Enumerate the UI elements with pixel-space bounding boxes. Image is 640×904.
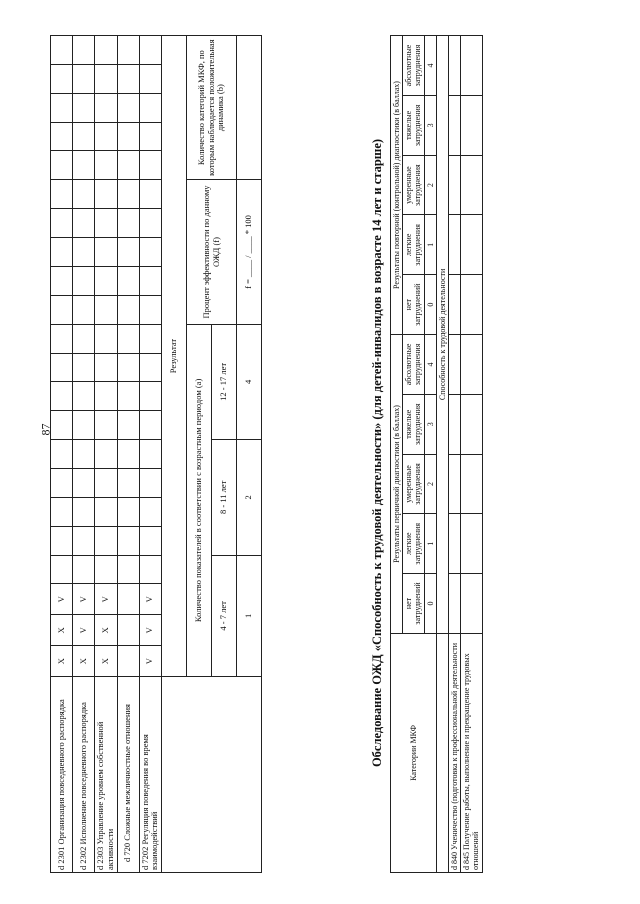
empty-cell bbox=[51, 209, 73, 238]
score-label: нет затруднений bbox=[403, 574, 424, 634]
empty-cell bbox=[139, 93, 162, 122]
empty-cell bbox=[117, 411, 139, 440]
empty-cell bbox=[117, 497, 139, 526]
empty-cell bbox=[117, 238, 139, 267]
empty-cell bbox=[117, 526, 139, 555]
empty-cell bbox=[51, 468, 73, 497]
empty-cell bbox=[73, 295, 95, 324]
col-a-header: Количество показателей в соответствии с возрастным периодом (а) bbox=[187, 324, 212, 677]
empty-cell bbox=[139, 555, 162, 584]
empty-cell bbox=[51, 151, 73, 180]
empty-cell bbox=[51, 295, 73, 324]
score-value: 2 bbox=[424, 155, 436, 215]
row-label: d 720 Сложные межличностные отношения bbox=[117, 677, 139, 873]
table-row bbox=[448, 36, 460, 873]
category-header: Категории МКФ bbox=[391, 633, 437, 872]
mark-cell: X bbox=[95, 615, 118, 646]
mark-cell: V bbox=[139, 584, 162, 615]
empty-cell bbox=[51, 93, 73, 122]
empty-cell bbox=[95, 324, 118, 353]
mark-cell: X bbox=[95, 646, 118, 677]
score-value: 4 bbox=[424, 36, 436, 96]
empty-cell bbox=[95, 468, 118, 497]
table-row bbox=[139, 36, 162, 873]
blank-cell bbox=[162, 677, 262, 873]
age-group: 4 - 7 лет bbox=[212, 555, 237, 677]
empty-cell bbox=[448, 454, 460, 514]
blank-cell bbox=[237, 36, 262, 180]
mark-cell bbox=[117, 584, 139, 615]
empty-cell bbox=[117, 353, 139, 382]
score-value: 0 bbox=[424, 574, 436, 634]
empty-cell bbox=[95, 122, 118, 151]
score-label: абсолютные затруднения bbox=[403, 36, 424, 96]
empty-cell bbox=[117, 180, 139, 209]
row-label: d 2302 Исполнение повседневного распорядка bbox=[73, 677, 95, 873]
empty-cell bbox=[51, 526, 73, 555]
score-value: 1 bbox=[424, 514, 436, 574]
formula: f = ____ / ____ * 100 bbox=[237, 180, 262, 324]
empty-cell bbox=[117, 36, 139, 65]
empty-cell bbox=[139, 382, 162, 411]
empty-cell bbox=[448, 514, 460, 574]
empty-cell bbox=[73, 324, 95, 353]
empty-cell bbox=[51, 382, 73, 411]
empty-cell bbox=[448, 95, 460, 155]
category-label: d 840 Ученичество (подготовка к профессиональной деятельности bbox=[448, 633, 460, 872]
empty-cell bbox=[51, 266, 73, 295]
empty-cell bbox=[448, 275, 460, 335]
empty-cell bbox=[117, 64, 139, 93]
empty-cell bbox=[139, 238, 162, 267]
empty-cell bbox=[51, 122, 73, 151]
empty-cell bbox=[448, 394, 460, 454]
age-group: 8 - 11 лет bbox=[212, 440, 237, 555]
score-label: умеренные затруднения bbox=[403, 454, 424, 514]
page-number: 87 bbox=[38, 423, 53, 436]
score-label: нет затруднений bbox=[403, 275, 424, 335]
empty-cell bbox=[117, 209, 139, 238]
empty-cell bbox=[95, 497, 118, 526]
empty-cell bbox=[95, 209, 118, 238]
primary-header: Результаты первичной диагностики (в баллах) bbox=[391, 335, 403, 634]
empty-cell bbox=[139, 353, 162, 382]
empty-cell bbox=[461, 394, 482, 454]
score-value: 1 bbox=[424, 215, 436, 275]
empty-cell bbox=[73, 122, 95, 151]
empty-cell bbox=[73, 93, 95, 122]
col-b-header: Количество категорий МКФ, по которым наблюдается положительная динамика (b) bbox=[187, 36, 237, 180]
empty-cell bbox=[95, 440, 118, 469]
table-row bbox=[461, 36, 482, 873]
empty-cell bbox=[139, 497, 162, 526]
empty-cell bbox=[73, 468, 95, 497]
empty-cell bbox=[95, 266, 118, 295]
empty-cell bbox=[139, 324, 162, 353]
empty-cell bbox=[448, 155, 460, 215]
empty-cell bbox=[51, 64, 73, 93]
empty-cell bbox=[448, 574, 460, 634]
empty-cell bbox=[461, 335, 482, 395]
empty-cell bbox=[117, 295, 139, 324]
empty-cell bbox=[95, 295, 118, 324]
empty-cell bbox=[73, 440, 95, 469]
age-group: 12 - 17 лет bbox=[212, 324, 237, 439]
empty-cell bbox=[117, 440, 139, 469]
result-title: Результат bbox=[162, 36, 187, 677]
repeat-header: Результаты повторной (контрольной) диагностики (в баллах) bbox=[391, 36, 403, 335]
empty-cell bbox=[139, 411, 162, 440]
empty-cell bbox=[139, 266, 162, 295]
score-label: тяжелые затруднения bbox=[403, 95, 424, 155]
table-row bbox=[51, 36, 73, 873]
empty-cell bbox=[51, 180, 73, 209]
empty-cell bbox=[461, 574, 482, 634]
mark-cell: V bbox=[95, 584, 118, 615]
empty-cell bbox=[73, 209, 95, 238]
empty-cell bbox=[139, 440, 162, 469]
empty-cell bbox=[139, 151, 162, 180]
empty-cell bbox=[73, 266, 95, 295]
empty-cell bbox=[139, 36, 162, 65]
empty-cell bbox=[95, 382, 118, 411]
empty-cell bbox=[73, 497, 95, 526]
mark-cell: V bbox=[73, 615, 95, 646]
empty-cell bbox=[139, 526, 162, 555]
empty-cell bbox=[139, 295, 162, 324]
mark-cell: V bbox=[139, 646, 162, 677]
mark-cell: V bbox=[73, 584, 95, 615]
empty-cell bbox=[73, 36, 95, 65]
ojd-table-top bbox=[50, 35, 262, 873]
empty-cell bbox=[448, 215, 460, 275]
empty-cell bbox=[139, 209, 162, 238]
empty-cell bbox=[73, 238, 95, 267]
empty-cell bbox=[73, 526, 95, 555]
row-label: d 2303 Управление уровнем собственной активности bbox=[95, 677, 118, 873]
mark-cell: V bbox=[51, 584, 73, 615]
empty-cell bbox=[95, 93, 118, 122]
empty-cell bbox=[51, 411, 73, 440]
empty-cell bbox=[73, 151, 95, 180]
col-number: 1 bbox=[237, 555, 262, 677]
rotated-content bbox=[50, 33, 590, 873]
table-row bbox=[95, 36, 118, 873]
mark-cell bbox=[117, 615, 139, 646]
empty-cell bbox=[448, 335, 460, 395]
empty-cell bbox=[51, 440, 73, 469]
empty-cell bbox=[95, 151, 118, 180]
score-label: умеренные затруднения bbox=[403, 155, 424, 215]
empty-cell bbox=[95, 526, 118, 555]
empty-cell bbox=[51, 238, 73, 267]
empty-cell bbox=[461, 454, 482, 514]
work-ability-table bbox=[390, 35, 483, 873]
score-value: 3 bbox=[424, 95, 436, 155]
score-label: тяжелые затруднения bbox=[403, 394, 424, 454]
empty-cell bbox=[117, 555, 139, 584]
score-value: 4 bbox=[424, 335, 436, 395]
empty-cell bbox=[95, 353, 118, 382]
row-label: d 7202 Регуляция поведения во время взаимодействий bbox=[139, 677, 162, 873]
col-number: 4 bbox=[237, 324, 262, 439]
empty-cell bbox=[95, 36, 118, 65]
empty-cell bbox=[73, 64, 95, 93]
empty-cell bbox=[95, 411, 118, 440]
mark-cell bbox=[117, 646, 139, 677]
empty-cell bbox=[139, 122, 162, 151]
empty-cell bbox=[117, 151, 139, 180]
section-title: Обследование ОЖД «Способность к трудовой деятельности» (для детей-инвалидов в возрасте 14 лет и старше) bbox=[370, 138, 384, 768]
col-f-header: Процент эффективности по данному ОЖД (f) bbox=[187, 180, 237, 324]
mark-cell: X bbox=[73, 646, 95, 677]
empty-cell bbox=[51, 353, 73, 382]
empty-cell bbox=[95, 555, 118, 584]
empty-cell bbox=[117, 468, 139, 497]
empty-cell bbox=[448, 36, 460, 96]
score-value: 3 bbox=[424, 394, 436, 454]
empty-cell bbox=[95, 180, 118, 209]
empty-cell bbox=[117, 122, 139, 151]
empty-cell bbox=[73, 555, 95, 584]
empty-cell bbox=[95, 238, 118, 267]
table-row bbox=[73, 36, 95, 873]
row-label: d 2301 Организация повседневного распорядка bbox=[51, 677, 73, 873]
score-value: 2 bbox=[424, 454, 436, 514]
empty-cell bbox=[51, 555, 73, 584]
mark-cell: V bbox=[139, 615, 162, 646]
empty-cell bbox=[139, 64, 162, 93]
empty-cell bbox=[117, 266, 139, 295]
empty-cell bbox=[117, 324, 139, 353]
empty-cell bbox=[461, 514, 482, 574]
empty-cell bbox=[73, 411, 95, 440]
empty-cell bbox=[95, 64, 118, 93]
empty-cell bbox=[51, 497, 73, 526]
category-label: d 845 Получение работы, выполнение и прекращение трудовых отношений bbox=[461, 633, 482, 872]
empty-cell bbox=[461, 215, 482, 275]
empty-cell bbox=[73, 180, 95, 209]
mark-cell: X bbox=[51, 615, 73, 646]
score-value: 0 bbox=[424, 275, 436, 335]
score-label: легкие затруднения bbox=[403, 215, 424, 275]
empty-cell bbox=[117, 93, 139, 122]
empty-cell bbox=[139, 468, 162, 497]
col-number: 2 bbox=[237, 440, 262, 555]
empty-cell bbox=[51, 36, 73, 65]
empty-cell bbox=[117, 382, 139, 411]
group-title: Способность к трудовой деятельности bbox=[436, 36, 448, 634]
empty-cell bbox=[73, 382, 95, 411]
mark-cell: X bbox=[51, 646, 73, 677]
score-label: абсолютные затруднения bbox=[403, 335, 424, 395]
empty-cell bbox=[461, 155, 482, 215]
table-row bbox=[117, 36, 139, 873]
empty-cell bbox=[73, 353, 95, 382]
empty-cell bbox=[461, 275, 482, 335]
empty-cell bbox=[461, 95, 482, 155]
empty-cell bbox=[139, 180, 162, 209]
empty-cell bbox=[51, 324, 73, 353]
score-label: легкие затруднения bbox=[403, 514, 424, 574]
empty-cell bbox=[461, 36, 482, 96]
